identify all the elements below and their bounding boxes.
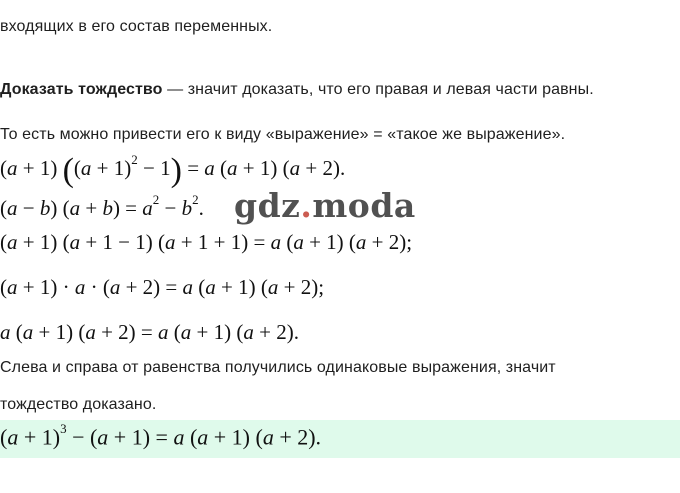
answer-equation: $(a + 1)^3 - (a + 1) = a$ (a + 1) (a + 2). xyxy=(0,421,322,450)
definition-text: — значит доказать, что его правая и левая части равны. xyxy=(162,81,594,98)
hint-paragraph: То есть можно привести его к виду «выражение» = «такое же выражение». xyxy=(0,126,566,143)
equation-2: (a − b) $(a + b) = a^2 - b^2$. xyxy=(0,192,204,220)
equation-4: (a + 1) · a · (a + 2) = a (a + 1) (a + 2); xyxy=(0,275,325,299)
equation-1: (a + 1) $((a + 1)^2 - 1) = a$ (a + 1) (a + 2). xyxy=(0,152,346,189)
conclusion-line-1: Слева и справа от равенства получились одинаковые выражения, значит xyxy=(0,359,556,376)
conclusion-line-2: тождество доказано. xyxy=(0,396,157,413)
definition-paragraph xyxy=(0,81,594,99)
watermark-logo: gdz.moda xyxy=(234,186,416,225)
text-line-variables: входящих в его состав переменных. xyxy=(0,18,273,35)
equation-5: a (a + 1) (a + 2) = a (a + 1) (a + 2). xyxy=(0,320,299,344)
equation-3: (a + 1) (a + 1 − 1) (a + 1 + 1) = a (a + 1) (a + 2); xyxy=(0,230,413,254)
definition-term: Доказать тождество xyxy=(0,81,163,98)
